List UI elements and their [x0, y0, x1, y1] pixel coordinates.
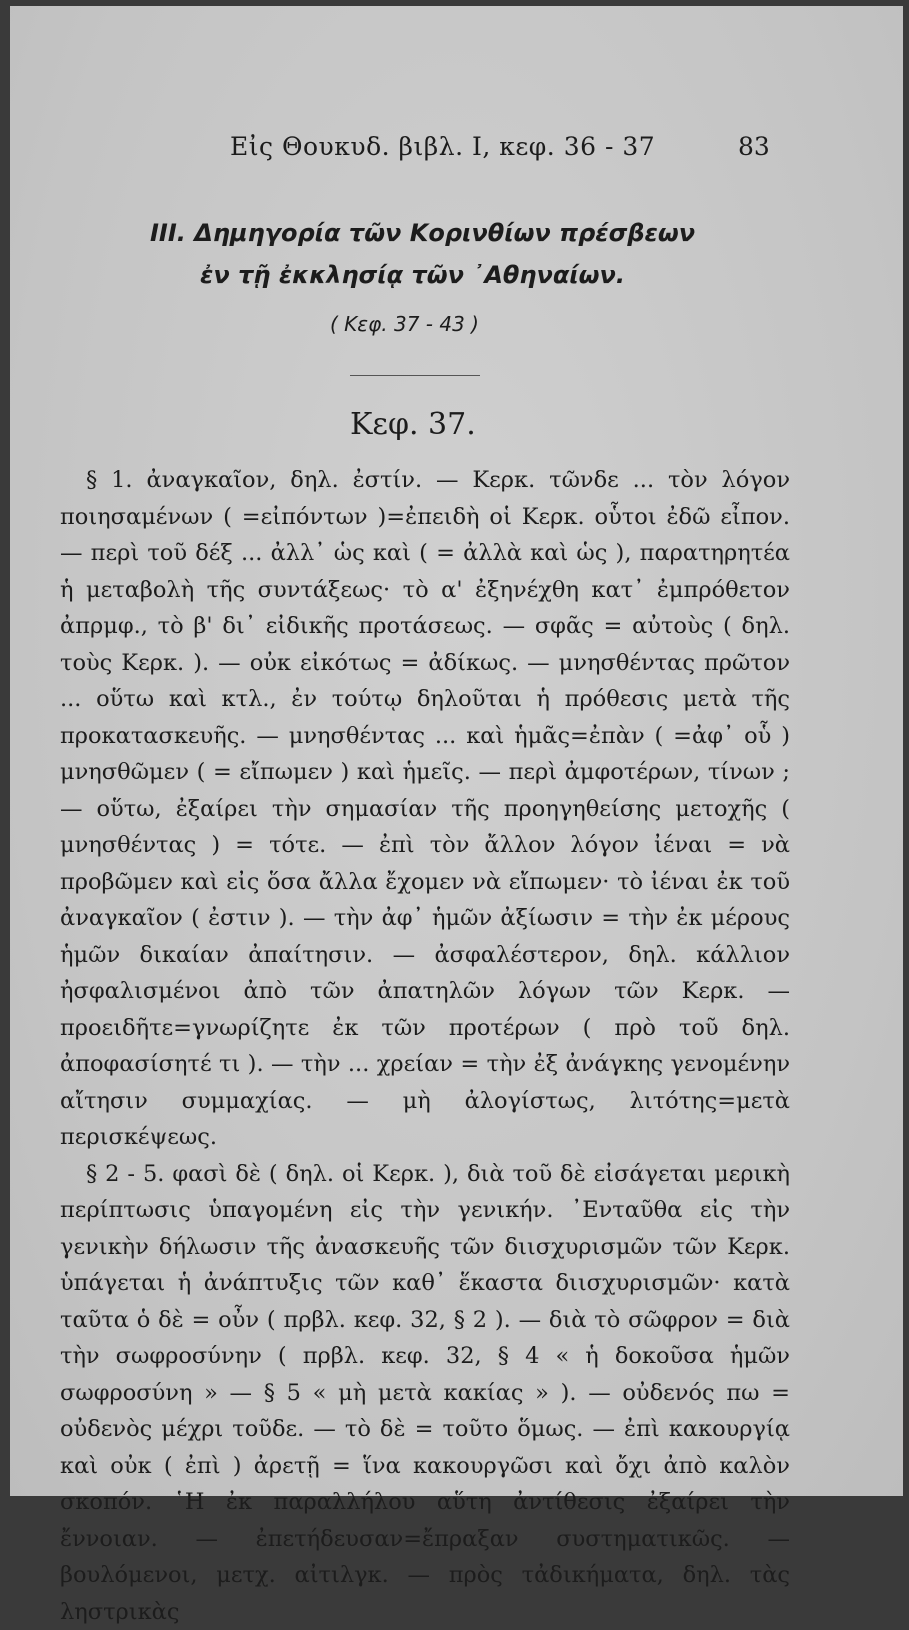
section-title: [150, 212, 790, 296]
paragraph-section-1: § 1. ἀναγκαῖον, δηλ. ἐστίν. — Κερκ. τῶνδε ... τὸν λόγον ποιησαμένων ( =εἰπόντων )=ἐπειδὴ οἱ Κερκ. οὗτοι ἐδῶ εἶπον. — περὶ τοῦ δέξ ... ἀλλ᾿ ὡς καὶ ( = ἀλλὰ καὶ ὡς ), παρατηρητέα ἡ μεταβολὴ τῆς συντάξεως· τὸ α' ἐξηνέχθη κατ᾿ ἐμπρόθετον ἀπρμφ., τὸ β' δι᾿ εἰδικῆς προτάσεως. — σφᾶς = αὐτοὺς ( δηλ. τοὺς Κερκ. ). — οὐκ εἰκότως = ἀδίκως. — μνησθέντας πρῶτον ... οὕτω καὶ κτλ., ἐν τούτῳ δηλοῦται ἡ πρόθεσις μετὰ τῆς προκατασκευῆς. — μνησθέντας ... καὶ ἡμᾶς=ἐπὰν ( =ἀφ᾿ οὗ ) μνησθῶμεν ( = εἴπωμεν ) καὶ ἡμεῖς. — περὶ ἀμφοτέρων, τίνων ; — οὕτω, ἐξαίρει τὴν σημασίαν τῆς προηγηθείσης μετοχῆς ( μνησθέντας ) = τότε. — ἐπὶ τὸν ἄλλον λόγον ἰέναι = νὰ προβῶμεν καὶ εἰς ὅσα ἄλλα ἔχομεν νὰ εἴπωμεν· τὸ ἰέναι ἐκ τοῦ ἀναγκαῖον ( ἐστιν ). — τὴν ἀφ᾿ ἡμῶν ἀξίωσιν = τὴν ἐκ μέρους ἡμῶν δικαίαν ἀπαίτησιν. — ἀσφαλέστερον, δηλ. κάλλιον ἠσφαλισμένοι ἀπὸ τῶν ἀπατηλῶν λόγων τῶν Κερκ. — προειδῆτε=γνωρίζητε ἐκ τῶν προτέρων ( πρὸ τοῦ δηλ. ἀποφασίσητέ τι ). — τὴν ... χρείαν = τὴν ἐξ ἀνάγκης γενομένην αἴτησιν συμμαχίας. — μὴ ἀλογίστως, λιτότης=μετὰ περισκέψεως.: [60, 462, 790, 1156]
paragraph-section-2-5: § 2 - 5. φασὶ δὲ ( δηλ. οἱ Κερκ. ), διὰ τοῦ δὲ εἰσάγεται μερικὴ περίπτωσις ὑπαγομένη εἰς τὴν γενικήν. ᾿Ενταῦθα εἰς τὴν γενικὴν δήλωσιν τῆς ἀνασκευῆς τῶν διισχυρισμῶν τῶν Κερκ. ὑπάγεται ἡ ἀνάπτυξις τῶν καθ᾿ ἕκαστα διισχυρισμῶν· κατὰ ταῦτα ὁ δὲ = οὖν ( πρβλ. κεφ. 32, § 2 ). — διὰ τὸ σῶφρον = διὰ τὴν σωφροσύνην ( πρβλ. κεφ. 32, § 4 « ἡ δοκοῦσα ἡμῶν σωφροσύνη » — § 5 « μὴ μετὰ κακίας » ). — οὐδενός πω = οὐδενὸς μέχρι τοῦδε. — τὸ δὲ = τοῦτο ὅμως. — ἐπὶ κακουργίᾳ καὶ οὐκ ( ἐπὶ ) ἀρετῇ = ἵνα κακουργῶσι καὶ ὄχι ἀπὸ καλὸν σκοπόν. ῾Η ἐκ παραλλήλου αὕτη ἀντίθεσις ἐξαίρει τὴν ἔννοιαν. — ἐπετήδευσαν=ἔπραξαν συστηματικῶς. — βουλόμενοι, μετχ. αἰτιλγκ. — πρὸς τἀδικήματα, δηλ. τὰς ληστρικὰς: [60, 1156, 790, 1630]
page-number: 83: [738, 132, 770, 161]
chapters-range: ( Κεφ. 37 - 43 ): [330, 312, 479, 336]
section-title-line-1: III. Δημηγορία τῶν Κορινθίων πρέσβεων: [150, 219, 695, 247]
book-page: [10, 6, 903, 1496]
divider-rule: [350, 375, 480, 376]
section-title-line-2: ἐν τῇ ἐκκλησίᾳ τῶν ᾿Αθηναίων.: [150, 254, 790, 296]
commentary-text: [60, 462, 790, 1630]
chapter-heading: Κεφ. 37.: [350, 407, 476, 442]
running-title: Εἰς Θουκυδ. βιβλ. I, κεφ. 36 - 37: [230, 132, 655, 161]
